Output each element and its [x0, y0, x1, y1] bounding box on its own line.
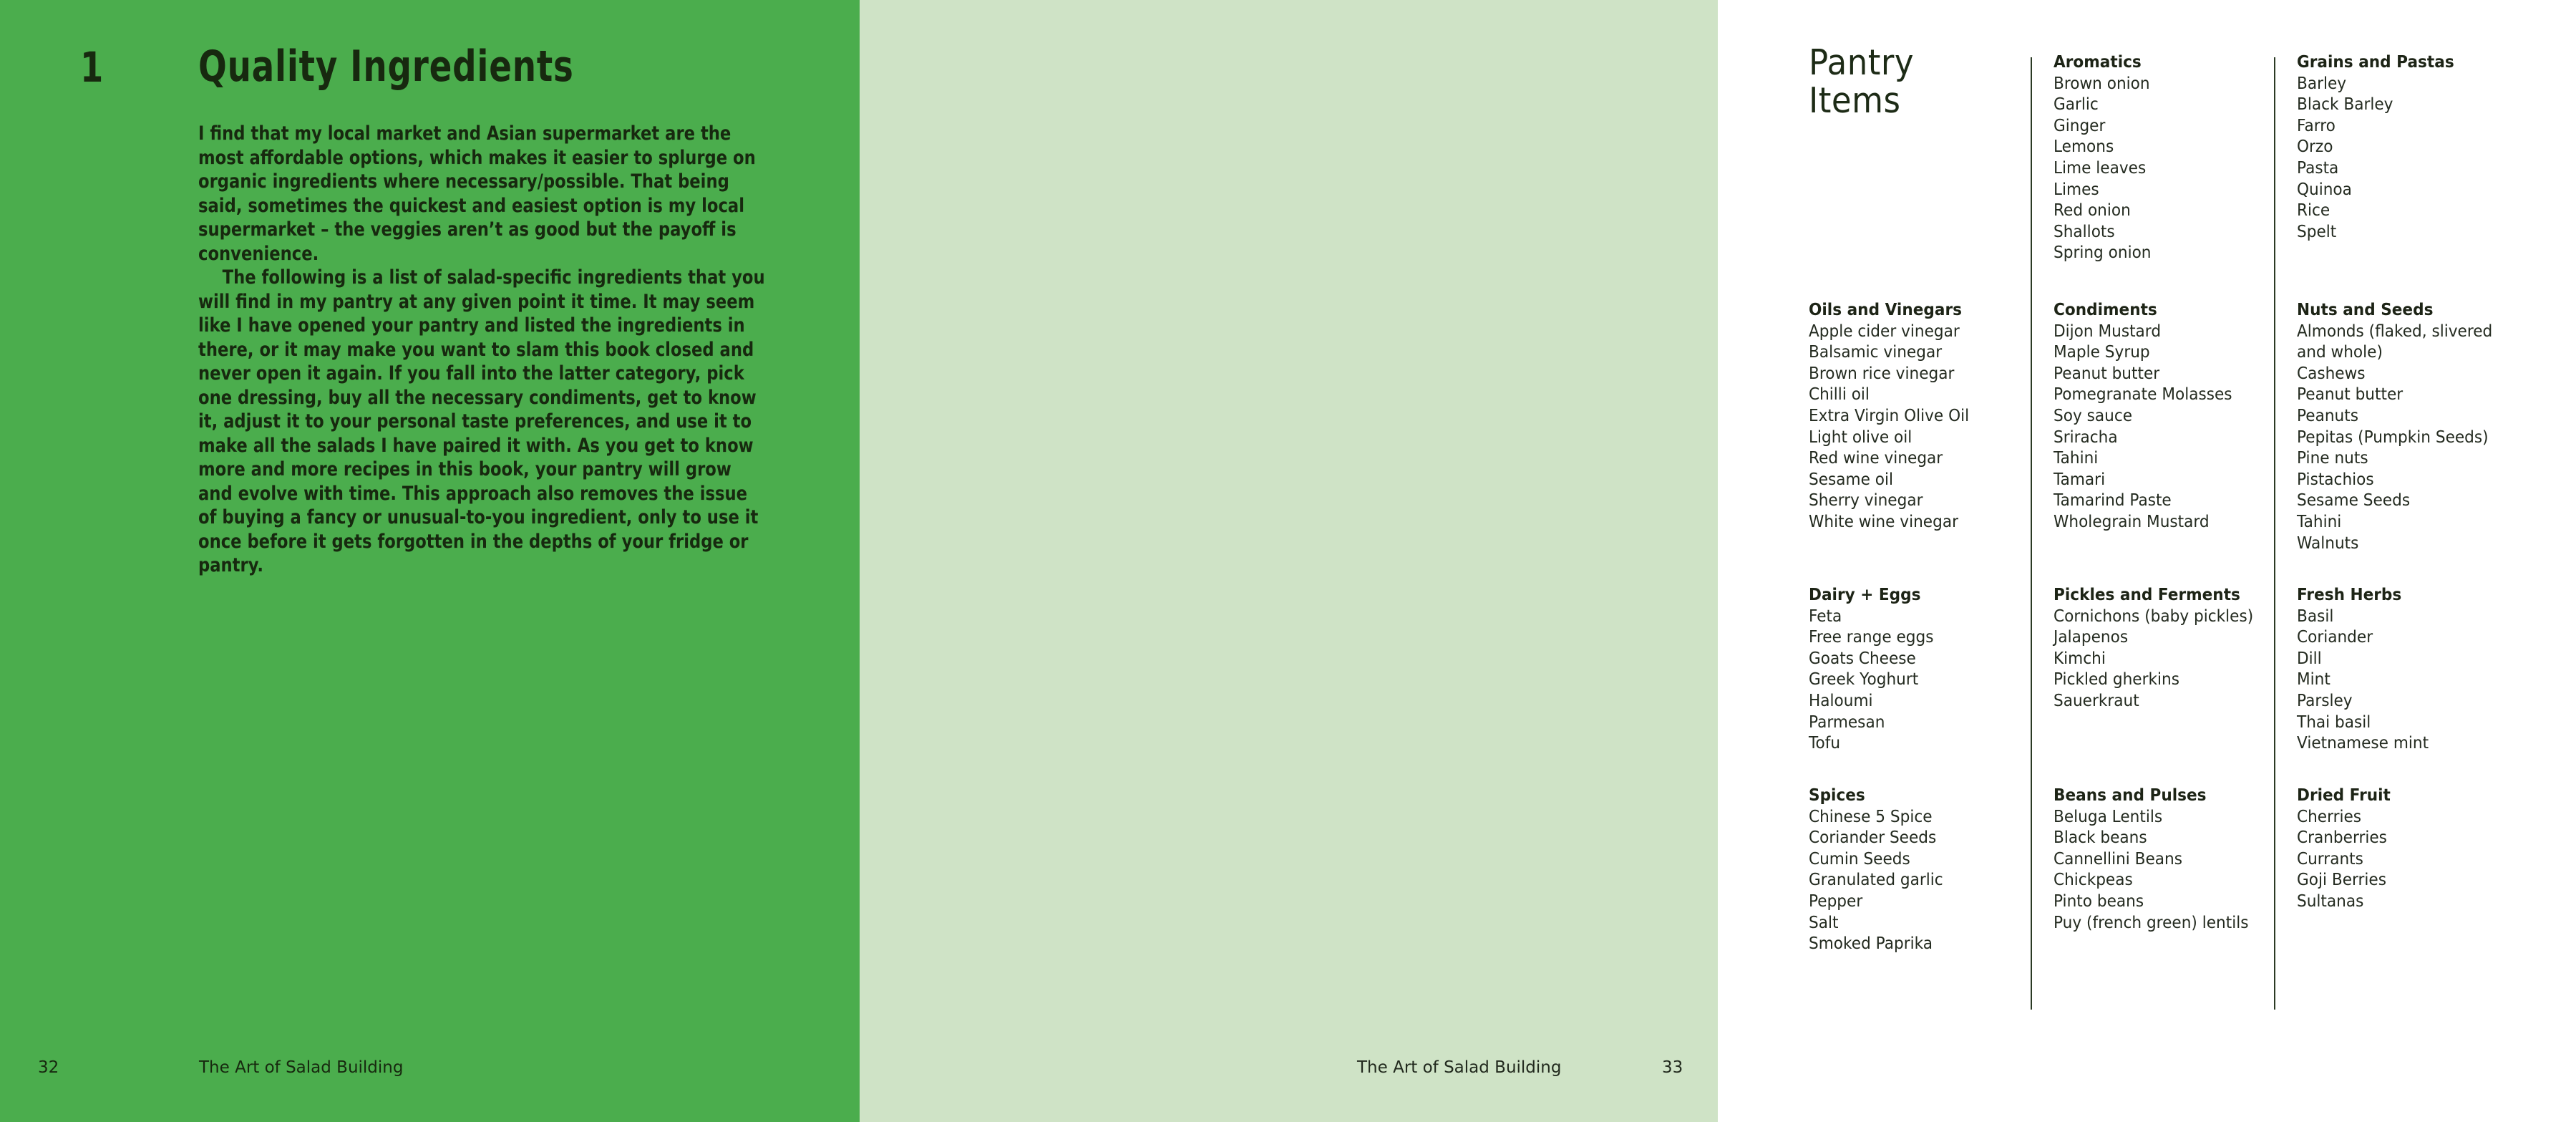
list-item: Goats Cheese	[1809, 647, 1916, 668]
list-item: Maple Syrup	[2053, 342, 2150, 362]
list-item: Soy sauce	[2053, 405, 2133, 425]
list-item: Sauerkraut	[2053, 690, 2139, 710]
section-items	[2053, 806, 2275, 934]
list-item: Red wine vinegar	[1809, 448, 1943, 468]
list-item: Brown rice vinegar	[1809, 362, 1955, 383]
list-item: Barley	[2297, 72, 2347, 93]
list-item: Cherries	[2297, 806, 2362, 826]
list-item: Mint	[2297, 669, 2330, 690]
list-item: Thai basil	[2297, 711, 2371, 732]
section-title: Oils and Vinegars	[1809, 299, 1963, 319]
list-item: Sriracha	[2053, 426, 2118, 447]
list-item: Spelt	[2297, 221, 2337, 241]
list-item: Sesame Seeds	[2297, 490, 2411, 511]
section-items	[1809, 806, 2026, 954]
page-number-left: 32	[38, 1058, 59, 1077]
section-beans-and-pulses	[2053, 785, 2275, 933]
list-item: Extra Virgin Olive Oil	[1809, 405, 1970, 425]
list-item: Sherry vinegar	[1809, 490, 1923, 511]
page-number-right: 33	[1662, 1058, 1683, 1077]
list-item: Pickled gherkins	[2053, 669, 2179, 690]
section-title: Aromatics	[2053, 52, 2142, 72]
section-spices	[1809, 785, 2026, 954]
list-item: Pepitas (Pumpkin Seeds)	[2297, 426, 2489, 447]
list-item: Currants	[2297, 848, 2363, 869]
list-item: Pasta	[2297, 157, 2339, 178]
list-item: Cashews	[2297, 362, 2366, 383]
section-title: Fresh Herbs	[2297, 584, 2402, 604]
section-pickles-and-ferments	[2053, 584, 2275, 712]
list-item: Chilli oil	[1809, 384, 1870, 405]
list-item: Smoked Paprika	[1809, 933, 1933, 954]
section-nuts-and-seeds	[2297, 299, 2576, 553]
chapter-body	[198, 122, 768, 578]
list-item: Walnuts	[2297, 532, 2359, 553]
list-item: Rice	[2297, 200, 2330, 221]
section-items	[1809, 321, 2026, 533]
list-item: Garlic	[2053, 94, 2099, 115]
section-items	[2053, 606, 2275, 712]
section-dairy-eggs	[1809, 584, 2026, 754]
list-item: Vietnamese mint	[2297, 732, 2429, 753]
body-paragraph: The following is a list of salad-specific ingredients that you will find in my pantry at any given point it time. It may seem like I have opened your pantry and listed the ingredients in there, or it may make you want to slam this book closed and never open it again. If you fall into the latter category, pick one dressing, buy all the necessary condiments, get to know it, adjust it to your personal taste preferences, and use it to make all the salads I have paired it with. As you get to know more and more recipes in this book, your pantry will grow and evolve with time. This approach also removes the issue of buying a fancy or unusual-to-you ingredient, only to use it once before it gets forgotten in the depths of your fridge or pantry.	[198, 266, 765, 576]
section-items	[2297, 806, 2576, 912]
left-page	[0, 0, 860, 1122]
section-items	[2297, 321, 2576, 554]
list-item: Salt	[1809, 911, 1839, 932]
list-item: Peanut butter	[2297, 384, 2404, 405]
section-condiments	[2053, 299, 2275, 533]
list-item: Tofu	[1809, 732, 1841, 753]
list-item: Puy (french green) lentils	[2053, 911, 2249, 932]
list-item: Feta	[1809, 605, 1842, 626]
section-title: Nuts and Seeds	[2297, 299, 2434, 319]
section-title: Spices	[1809, 785, 1865, 805]
list-item: Goji Berries	[2297, 869, 2386, 890]
list-item: Wholegrain Mustard	[2053, 511, 2210, 531]
section-title: Beans and Pulses	[2053, 785, 2207, 805]
list-item: Limes	[2053, 178, 2099, 199]
list-item: Tahini	[2297, 511, 2342, 531]
list-item: Cornichons (baby pickles)	[2053, 605, 2254, 626]
list-item: Peanuts	[2297, 405, 2358, 425]
list-item: Peanut butter	[2053, 362, 2160, 383]
section-title: Dairy + Eggs	[1809, 584, 1921, 604]
section-items	[2297, 73, 2576, 243]
list-item: Red onion	[2053, 200, 2131, 221]
list-item: Lemons	[2053, 136, 2114, 157]
list-item: Black Barley	[2297, 94, 2393, 115]
list-item: White wine vinegar	[1809, 511, 1958, 531]
list-item: Sesame oil	[1809, 468, 1894, 489]
section-items	[2053, 321, 2275, 533]
list-item: Tamarind Paste	[2053, 490, 2172, 511]
list-item: Lime leaves	[2053, 157, 2147, 178]
section-grains-and-pastas	[2297, 52, 2576, 242]
running-title-left: The Art of Salad Building	[199, 1058, 404, 1077]
list-item: Chickpeas	[2053, 869, 2133, 890]
section-items	[2297, 606, 2576, 754]
section-oils-and-vinegars	[1809, 299, 2026, 533]
section-dried-fruit	[2297, 785, 2576, 912]
list-item: Haloumi	[1809, 690, 1873, 710]
list-item: Parmesan	[1809, 711, 1885, 732]
list-item: Greek Yoghurt	[1809, 669, 1919, 690]
list-item: Farro	[2297, 115, 2336, 135]
section-aromatics	[2053, 52, 2275, 263]
list-item: Pistachios	[2297, 468, 2374, 489]
list-item: Tahini	[2053, 448, 2099, 468]
list-item: Coriander Seeds	[1809, 827, 1937, 848]
list-item: Pinto beans	[2053, 890, 2144, 911]
list-item: Spring onion	[2053, 242, 2152, 263]
list-item: Coriander	[2297, 627, 2373, 647]
section-title: Pickles and Ferments	[2053, 584, 2240, 604]
section-title: Condiments	[2053, 299, 2157, 319]
column-divider	[2031, 57, 2032, 1010]
list-item: Pine nuts	[2297, 448, 2368, 468]
list-item: Ginger	[2053, 115, 2106, 135]
list-item: Black beans	[2053, 827, 2147, 848]
section-items	[1809, 606, 2026, 754]
list-item: Chinese 5 Spice	[1809, 806, 1933, 826]
list-item: Cranberries	[2297, 827, 2387, 848]
list-item: Brown onion	[2053, 72, 2150, 93]
list-item: Sultanas	[2297, 890, 2364, 911]
list-item: Pepper	[1809, 890, 1863, 911]
list-item: Free range eggs	[1809, 627, 1934, 647]
section-fresh-herbs	[2297, 584, 2576, 754]
list-item: Balsamic vinegar	[1809, 342, 1943, 362]
list-item: Parsley	[2297, 690, 2353, 710]
body-paragraph: I find that my local market and Asian supermarket are the most affordable options, which makes it easier to splurge on organic ingredients where necessary/possible. That being said, sometimes the quickest and easiest option is my local supermarket – the veggies aren’t as good but the payoff is convenience.	[198, 122, 756, 265]
list-item: Pomegranate Molasses	[2053, 384, 2232, 405]
right-page	[860, 0, 2493, 1122]
section-items	[2053, 73, 2275, 263]
list-item: Tamari	[2053, 468, 2106, 489]
pantry-items-heading: Pantry Items	[1809, 42, 1915, 121]
list-item: Dijon Mustard	[2053, 320, 2162, 341]
list-item: Almonds (flaked, slivered and whole)	[2297, 320, 2493, 362]
list-item: Orzo	[2297, 136, 2333, 157]
list-item: Shallots	[2053, 221, 2115, 241]
list-item: Basil	[2297, 605, 2334, 626]
list-item: Cumin Seeds	[1809, 848, 1910, 869]
list-item: Quinoa	[2297, 178, 2352, 199]
section-title: Grains and Pastas	[2297, 52, 2454, 72]
running-title-right: The Art of Salad Building	[1357, 1058, 1562, 1077]
list-item: Kimchi	[2053, 647, 2106, 668]
list-item: Dill	[2297, 647, 2322, 668]
chapter-number: 1	[80, 43, 105, 92]
list-item: Beluga Lentils	[2053, 806, 2163, 826]
list-item: Jalapenos	[2053, 627, 2129, 647]
list-item: Granulated garlic	[1809, 869, 1943, 890]
list-item: Cannellini Beans	[2053, 848, 2183, 869]
list-item: Light olive oil	[1809, 426, 1912, 447]
list-item: Apple cider vinegar	[1809, 320, 1960, 341]
section-title: Dried Fruit	[2297, 785, 2391, 805]
chapter-title: Quality Ingredients	[198, 42, 574, 92]
